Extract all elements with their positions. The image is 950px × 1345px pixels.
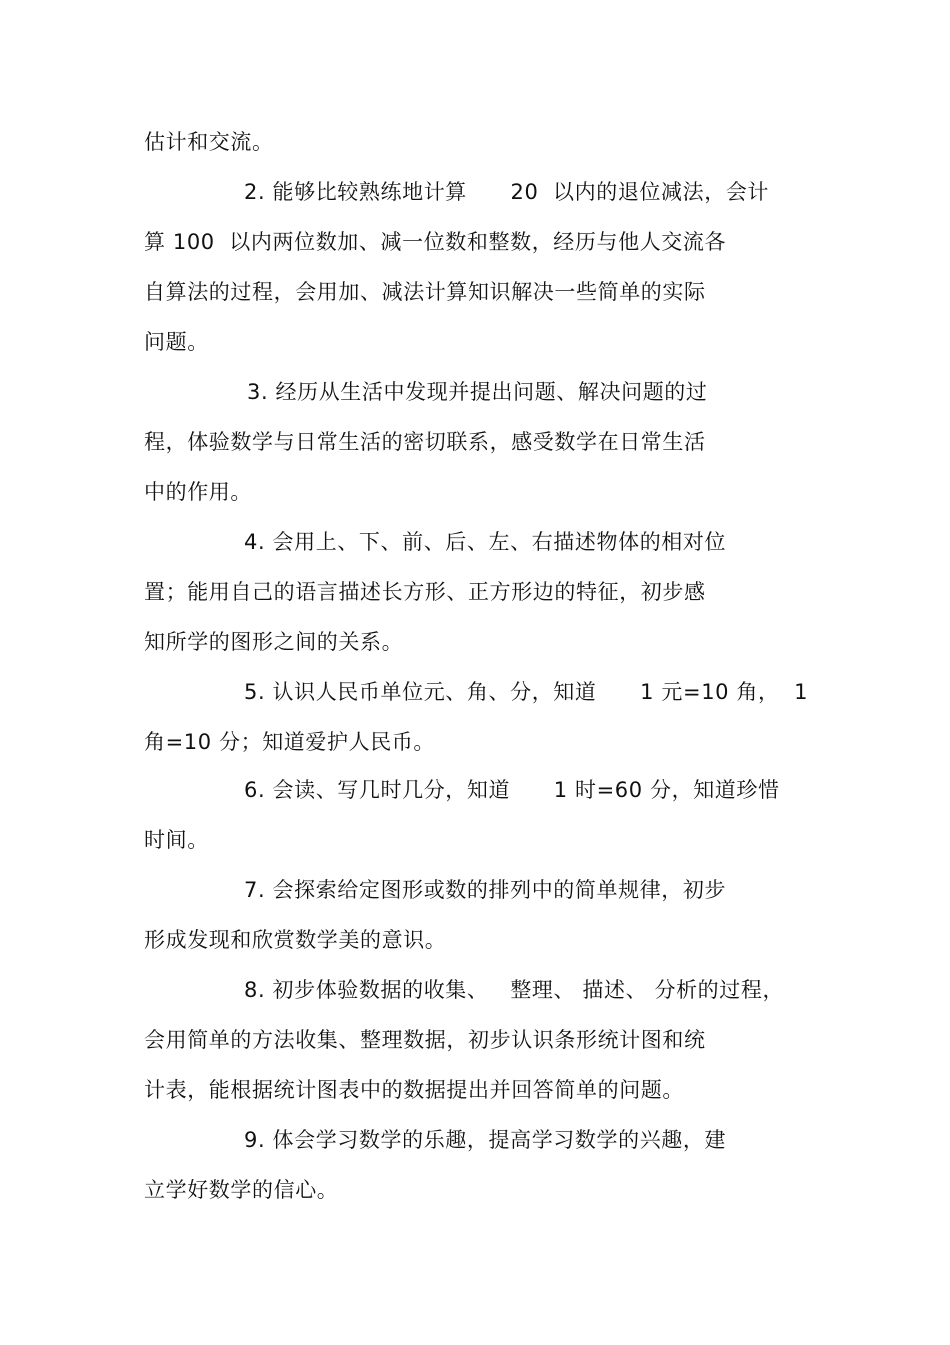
text-line: 时间。	[144, 828, 209, 852]
text-line: 自算法的过程，会用加、减法计算知识解决一些简单的实际	[144, 280, 706, 304]
text-line: 算 100 以内两位数加、减一位数和整数，经历与他人交流各	[144, 230, 727, 254]
text-line: 5. 认识人民币单位元、角、分，知道 1 元=10 角， 1	[244, 680, 809, 704]
text-line: 程，体验数学与日常生活的密切联系，感受数学在日常生活	[144, 430, 706, 454]
text-line: 形成发现和欣赏数学美的意识。	[144, 928, 447, 952]
text-line: 7. 会探索给定图形或数的排列中的简单规律，初步	[244, 878, 727, 902]
text-line: 9. 体会学习数学的乐趣，提高学习数学的兴趣，建	[244, 1128, 727, 1152]
text-line: 角=10 分；知道爱护人民币。	[144, 730, 435, 754]
text-line: 置；能用自己的语言描述长方形、正方形边的特征，初步感	[144, 580, 706, 604]
text-line: 立学好数学的信心。	[144, 1178, 339, 1202]
text-line: 中的作用。	[144, 480, 252, 504]
text-line: 8. 初步体验数据的收集、 整理、 描述、 分析的过程，	[244, 978, 785, 1002]
text-line: 2. 能够比较熟练地计算 20 以内的退位减法，会计	[244, 180, 770, 204]
text-line: 3. 经历从生活中发现并提出问题、解决问题的过	[247, 380, 708, 404]
text-line: 6. 会读、写几时几分，知道 1 时=60 分，知道珍惜	[244, 778, 780, 802]
text-line: 4. 会用上、下、前、后、左、右描述物体的相对位	[244, 530, 727, 554]
text-line: 知所学的图形之间的关系。	[144, 630, 404, 654]
text-line: 计表，能根据统计图表中的数据提出并回答简单的问题。	[144, 1078, 684, 1102]
text-line: 问题。	[144, 330, 209, 354]
text-line: 估计和交流。	[144, 130, 274, 154]
text-line: 会用简单的方法收集、整理数据，初步认识条形统计图和统	[144, 1028, 706, 1052]
